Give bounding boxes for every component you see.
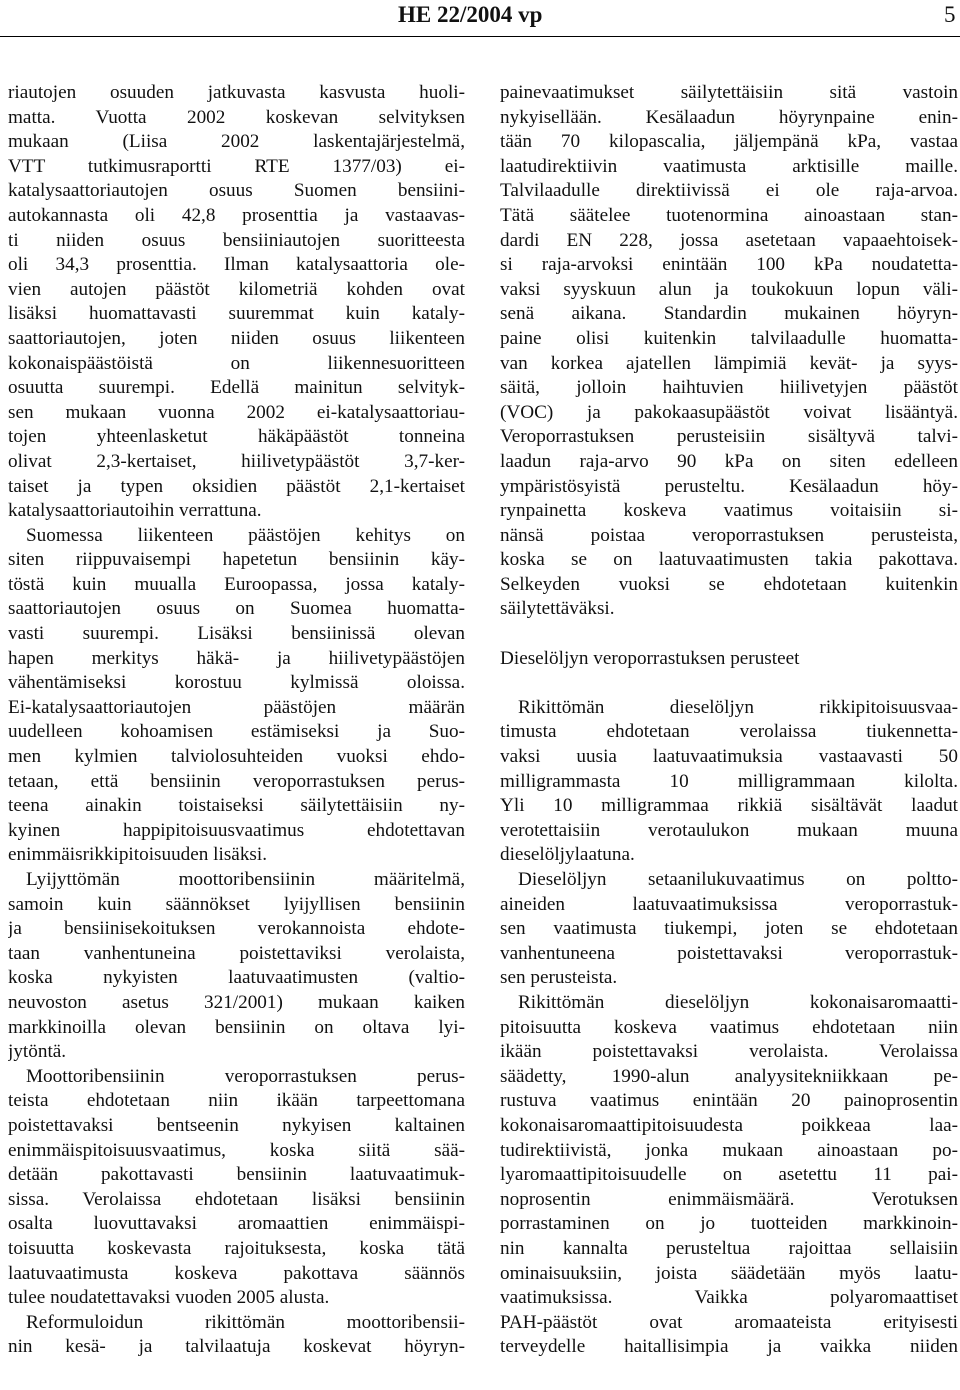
page-number: 5 (944, 2, 956, 27)
text-line: nykyisellään. Kesälaadun höyrynpaine enin- (500, 106, 958, 128)
text-line: Talvilaadulle direktiivissä ei ole raja-arvoa. (500, 180, 958, 202)
text-line: dieselöljylaatuna. (500, 844, 635, 866)
text-line: aineiden laatuvaatimuksissa veroporrastuk- (500, 893, 958, 915)
text-line: markkinoilla olevan bensiinin on oltava lyi- (8, 1016, 465, 1038)
paragraph-gap (500, 622, 958, 647)
text-line: Tätä säätelee tuotenormina ainoastaan stan- (500, 204, 958, 226)
text-line: timusta ehdotetaan verolaissa tiukennetta- (500, 721, 958, 743)
text-line: enimmäisrikkipitoisuuden lisäksi. (8, 844, 268, 866)
text-line: pitoisuutta koskeva vaatimus ehdotetaan niin (500, 1016, 958, 1038)
text-line: ikään poistettavaksi verolaista. Verolaissa (500, 1041, 958, 1063)
text-line: porrastaminen on jo tuotteiden markkinoin- (500, 1213, 958, 1235)
text-line: sen perusteista. (500, 967, 618, 989)
text-line: ympäristösyistä perusteltu. Kesälaadun höy- (500, 475, 958, 497)
text-line: uudelleen kohoamisen estämiseksi ja Suo- (8, 721, 465, 743)
text-line: PAH-päästöt ovat aromaateista erityisesti (500, 1311, 958, 1333)
text-line: taan vanhentuneina poistettaviksi verolaista, (8, 942, 465, 964)
text-line: men kylmien talviolosuhteiden vuoksi ehdo- (8, 746, 465, 768)
text-line: kokonaisaromaattipitoisuudesta poikkeaa laa- (500, 1114, 958, 1136)
text-line: vaksi uusia laatuvaatimuksia vastaavasti 50 (500, 746, 958, 768)
text-line: VTT tutkimusraportti RTE 1377/03) ei- (8, 155, 465, 177)
section-heading: Dieselöljyn veroporrastuksen perusteet (500, 647, 800, 669)
text-line: teena ainakin toistaiseksi säilytettäisiin ny- (8, 795, 465, 817)
text-line: autokannasta oli 42,8 prosenttia ja vastaavas- (8, 204, 465, 226)
text-line: Moottoribensiinin veroporrastuksen perus- (26, 1065, 465, 1087)
text-line: laadun raja-arvo 90 kPa on siten edelleen (500, 450, 958, 472)
text-line: tudirektiivistä, jonka mukaan ainoastaan po- (500, 1139, 958, 1161)
text-line: oli 34,3 prosenttia. Ilman katalysaattoria ole- (8, 254, 465, 276)
text-line: samoin kuin säännökset lyijyllisen bensiinin (8, 893, 465, 915)
text-line: saattoriautojen, joten niiden osuus liikenteen (8, 327, 465, 349)
text-line: taiset ja typen oksidien päästöt 2,1-kertaiset (8, 475, 465, 497)
text-line: Reformuloidun rikittömän moottoribensii- (26, 1311, 465, 1333)
text-line: toisuutta koskevasta rajoituksesta, koska tätä (8, 1237, 465, 1259)
text-line: sissa. Verolaissa ehdotetaan lisäksi bensiinin (8, 1188, 465, 1210)
text-line: rustuva vaatimus enintään 20 painoprosentin (500, 1090, 958, 1112)
text-line: laatudirektiivin vaatimusta arktisille maille. (500, 155, 958, 177)
text-line: koska se on laatuvaatimusten takia pakottava. (500, 549, 958, 571)
text-line: riautojen osuuden jatkuvasta kasvusta huoli- (8, 82, 465, 103)
text-line: verotettaisiin verotaulukon mukaan muuna (500, 819, 958, 841)
text-line: katalysaattoriautojen osuus Suomen bensiini- (8, 180, 465, 202)
text-line: jytöntä. (8, 1041, 67, 1063)
text-line: sen vaatimusta tiukempi, joten se ehdotetaan (500, 918, 958, 940)
text-line: kokonaispäästöistä on liikennesuoritteen (8, 352, 465, 374)
text-line: Veroporrastuksen perusteisiin sisältyvä talvi- (500, 426, 958, 448)
text-line: siten riippuvaisempi hapetetun bensiinin käy- (8, 549, 465, 571)
text-line: nin kesä- ja talvilaatuja koskevat höyryn- (8, 1336, 465, 1358)
text-line: vaatimuksissa. Vaikka polyaromaattiset (500, 1287, 958, 1309)
text-line: olivat 2,3-kertaiset, hiilivetypäästöt 3,7-ker- (8, 450, 465, 472)
paragraph-gap (500, 671, 958, 696)
text-line: Suomessa liikenteen päästöjen kehitys on (26, 524, 465, 546)
text-line: painevaatimukset säilytettäisiin sitä vastoin (500, 82, 958, 103)
text-line: poistettavaksi bentseenin nykyisen kaltainen (8, 1114, 465, 1136)
text-line: teista ehdotetaan niin ikään tarpeettomana (8, 1090, 465, 1112)
left-text-column (8, 81, 465, 1360)
text-line: Lyijyttömän moottoribensiinin määritelmä, (26, 869, 465, 890)
text-line: laatuvaatimusta koskeva pakottava säännös (8, 1262, 465, 1284)
text-line: Selkeyden vuoksi se ehdotetaan kuitenkin (500, 573, 958, 595)
text-line: (VOC) ja pakokaasupäästöt voivat lisääntyä. (500, 401, 958, 423)
text-line: lisäksi huomattavasti suuremmat kuin kataly- (8, 303, 465, 325)
text-line: töstä kuin muualla Euroopassa, jossa kataly- (8, 573, 465, 595)
text-line: säitä, jolloin haihtuvien hiilivetyjen päästöt (500, 377, 958, 399)
text-line: neuvoston asetus 321/2001) mukaan kaiken (8, 991, 465, 1013)
text-line: Rikittömän dieselöljyn kokonaisaromaatti- (518, 991, 958, 1013)
text-line: Ei-katalysaattoriautojen päästöjen määrän (8, 696, 465, 718)
text-line: lyaromaattipitoisuudelle on asetettu 11 pai- (500, 1164, 958, 1186)
text-line: tetaan, että bensiinin veroporrastuksen perus- (8, 770, 465, 792)
text-line: nänsä poistaa veroporrastuksen perusteista, (500, 524, 958, 546)
document-header-title: HE 22/2004 vp (398, 2, 543, 27)
text-line: säilytettäväksi. (500, 598, 615, 620)
header-rule (0, 36, 960, 37)
text-line: katalysaattoriautoihin verrattuna. (8, 500, 262, 522)
text-line: ti niiden osuus bensiiniautojen suoritteesta (8, 229, 465, 251)
text-line: dardi EN 228, jossa asetetaan vapaaehtoisek- (500, 229, 958, 251)
text-line: sen mukaan vuonna 2002 ei-katalysaattoriau- (8, 401, 465, 423)
text-line: vien autojen päästöt kilometriä kohden ovat (8, 278, 465, 300)
text-line: tään 70 kilopascalia, jäljempänä kPa, vastaa (500, 131, 958, 153)
text-line: ja bensiinisekoituksen verokannoista ehdote- (8, 918, 465, 940)
text-line: vanhentuneena poistettavaksi veroporrastuk- (500, 942, 958, 964)
text-line: kyinen happipitoisuusvaatimus ehdotettavan (8, 819, 465, 841)
text-line: hapen merkitys häkä- ja hiilivetypäästöjen (8, 647, 465, 669)
text-line: senä aikana. Standardin mukainen höyryn- (500, 303, 958, 325)
text-line: osalta luovuttavaksi aromaattien enimmäispi- (8, 1213, 465, 1235)
text-line: ominaisuuksiin, joista säädetään myös laatu- (500, 1262, 958, 1284)
text-line: saattoriautojen osuus on Suomea huomatta- (8, 598, 465, 620)
text-line: vasti suurempi. Lisäksi bensiinissä olevan (8, 623, 465, 645)
text-line: mukaan (Liisa 2002 laskentajärjestelmä, (8, 131, 465, 153)
text-line: terveydelle haitallisimpia ja vaikka niiden (500, 1336, 958, 1358)
text-line: van korkea ajatellen lämpimiä kevät- ja syys- (500, 352, 958, 374)
text-line: tulee noudatettavaksi vuoden 2005 alusta. (8, 1287, 330, 1309)
text-line: enimmäispitoisuusvaatimus, koska siitä sää- (8, 1139, 465, 1161)
text-line: Dieselöljyn setaanilukuvaatimus on poltto- (518, 869, 958, 890)
text-line: milligrammasta 10 milligrammaan kilolta. (500, 770, 958, 792)
text-line: detään pakottavasti bensiinin laatuvaatimuk- (8, 1164, 465, 1186)
text-line: vähentämiseksi korostuu kylmissä oloissa. (8, 672, 465, 694)
right-text-column (500, 81, 958, 1360)
text-line: matta. Vuotta 2002 koskevan selvityksen (8, 106, 465, 128)
text-line: rynpainetta koskeva vaatimus voitaisiin si- (500, 500, 958, 522)
text-line: paine olisi kuitenkin talvilaadulle huomatta- (500, 327, 958, 349)
text-line: koska nykyisten laatuvaatimusten (valtio- (8, 967, 465, 989)
text-line: tojen yhteenlasketut häkäpäästöt tonneina (8, 426, 465, 448)
text-line: osuutta suurempi. Edellä mainitun selvityk- (8, 377, 465, 399)
text-line: säädetty, 1990-alun analyysitekniikkaan pe- (500, 1065, 958, 1087)
text-line: Yli 10 milligrammaa rikkiä sisältävät laadut (500, 795, 958, 817)
text-line: vaksi syyskuun alun ja toukokuun lopun väli- (500, 278, 958, 300)
text-line: si raja-arvoksi enintään 100 kPa noudatetta- (500, 254, 958, 276)
text-line: nin kannalta perusteltua rajoittaa sellaisiin (500, 1237, 958, 1259)
text-line: noprosentin enimmäismäärä. Verotuksen (500, 1188, 958, 1210)
text-line: Rikittömän dieselöljyn rikkipitoisuusvaa- (518, 696, 958, 718)
